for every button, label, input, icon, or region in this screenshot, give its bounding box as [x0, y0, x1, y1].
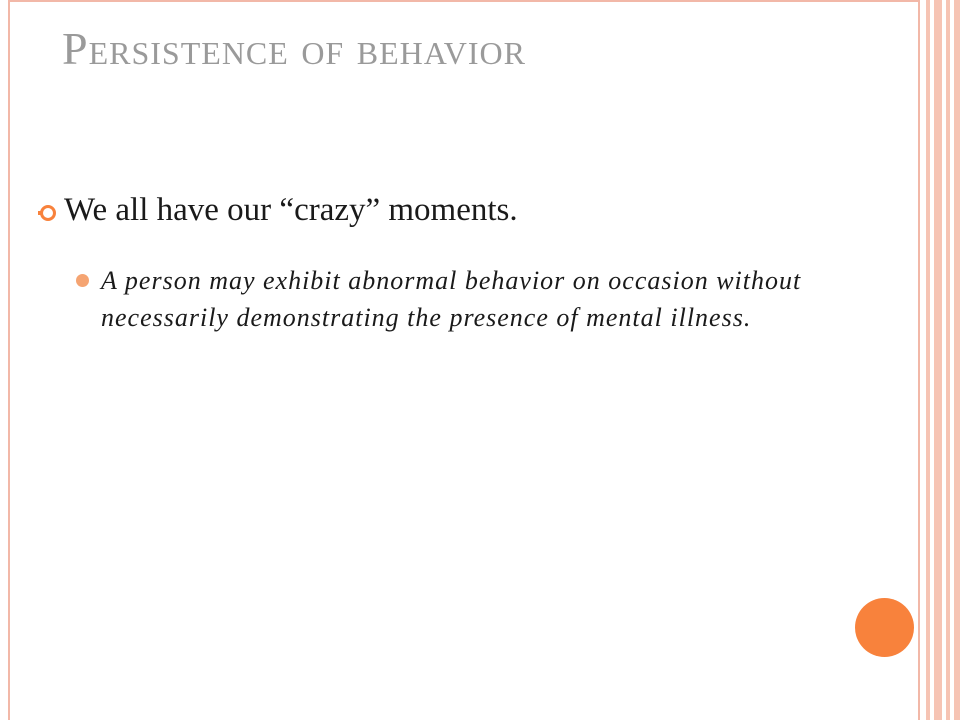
decorative-stripe [934, 0, 942, 720]
hollow-circle-bullet-icon [38, 203, 58, 223]
sub-bullet-text: A person may exhibit abnormal behavior on occasion without necessarily demonstrating the presence of mental illness. [101, 266, 802, 332]
frame-top-border [8, 0, 920, 2]
decorative-stripe [946, 0, 950, 720]
decorative-stripe [954, 0, 960, 720]
sub-bullet-item [76, 262, 911, 336]
frame-right-border [918, 0, 920, 720]
bullet-text: We all have our “crazy” moments. [64, 192, 518, 228]
decorative-stripe [926, 0, 930, 720]
slide-title: Persistence of behavior [62, 23, 526, 74]
filled-circle-bullet-icon [76, 274, 89, 287]
bullet-item [38, 192, 518, 229]
decorative-orange-circle [855, 598, 914, 657]
frame-left-border [8, 0, 10, 720]
